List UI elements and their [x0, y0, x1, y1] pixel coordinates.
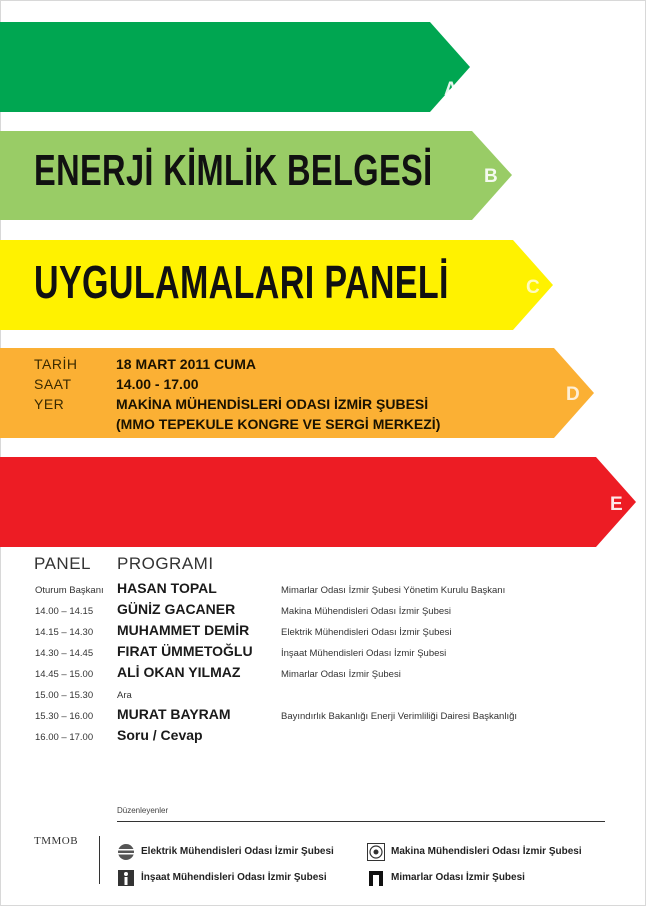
row-time: 15.30 – 16.00	[35, 711, 94, 722]
tmmob-logo-text: TMMOB	[34, 835, 79, 847]
row-speaker: GÜNİZ GACANER	[117, 601, 236, 617]
place-value-1: MAKİNA MÜHENDİSLERİ ODASI İZMİR ŞUBESİ	[116, 396, 429, 412]
organizer-mmo-label: Makina Mühendisleri Odası İzmir Şubesi	[391, 846, 582, 857]
organizer-emo-label: Elektrik Mühendisleri Odası İzmir Şubesi	[141, 846, 334, 857]
row-time: 15.00 – 15.30	[35, 690, 94, 701]
row-org: Elektrik Mühendisleri Odası İzmir Şubesi	[281, 627, 452, 638]
row-time: 14.30 – 14.45	[35, 648, 94, 659]
time-value: 14.00 - 17.00	[116, 376, 199, 392]
row-org: Makina Mühendisleri Odası İzmir Şubesi	[281, 606, 452, 617]
band-d-letter: D	[566, 384, 580, 405]
program-heading-left: PANEL	[34, 554, 91, 573]
row-speaker: MUHAMMET DEMİR	[117, 622, 250, 638]
row-speaker: HASAN TOPAL	[117, 580, 217, 596]
program-row	[0, 706, 646, 726]
row-speaker: FIRAT ÜMMETOĞLU	[117, 643, 253, 659]
band-c-letter: C	[526, 277, 540, 298]
emo-logo-icon	[117, 843, 135, 861]
place-label: YER	[34, 396, 65, 412]
organizers-divider	[117, 821, 605, 822]
row-speaker: Soru / Cevap	[117, 727, 203, 743]
band-e-shape	[0, 457, 636, 547]
mmo-logo-icon	[367, 843, 385, 861]
organizers-vertical-divider	[99, 836, 100, 884]
program-row	[0, 664, 646, 684]
row-break: Ara	[117, 690, 132, 701]
row-org: Mimarlar Odası İzmir Şubesi	[281, 669, 401, 680]
date-label: TARİH	[34, 356, 78, 372]
program-row	[0, 601, 646, 621]
program-heading-right: PROGRAMI	[117, 554, 214, 573]
program-row	[0, 580, 646, 600]
time-label: SAAT	[34, 376, 72, 392]
title-line-2: UYGULAMALARI PANELİ	[34, 256, 449, 308]
row-time: 14.45 – 15.00	[35, 669, 94, 680]
band-e	[0, 457, 636, 547]
row-time: 14.00 – 14.15	[35, 606, 94, 617]
band-a	[0, 22, 470, 112]
row-speaker: ALİ OKAN YILMAZ	[117, 664, 241, 680]
band-a-letter: A	[444, 79, 458, 100]
place-value-2: (MMO TEPEKULE KONGRE VE SERGİ MERKEZİ)	[116, 416, 441, 432]
program-row	[0, 727, 646, 747]
program-row	[0, 622, 646, 642]
row-speaker: MURAT BAYRAM	[117, 706, 231, 722]
organizer-imo-label: İnşaat Mühendisleri Odası İzmir Şubesi	[141, 872, 327, 883]
row-org: Mimarlar Odası İzmir Şubesi Yönetim Kurulu Başkanı	[281, 585, 506, 596]
band-e-letter: E	[610, 494, 623, 515]
title-line-1: ENERJİ KİMLİK BELGESİ	[34, 146, 433, 195]
date-value: 18 MART 2011 CUMA	[116, 356, 257, 372]
organizers-heading: Düzenleyenler	[117, 806, 169, 815]
row-org: Bayındırlık Bakanlığı Enerji Verimliliği Dairesi Başkanlığı	[281, 711, 518, 722]
imo-logo-icon	[117, 869, 135, 887]
row-org: İnşaat Mühendisleri Odası İzmir Şubesi	[281, 648, 447, 659]
band-a-shape	[0, 22, 470, 112]
row-time: 16.00 – 17.00	[35, 732, 94, 743]
band-b-letter: B	[484, 166, 498, 187]
program-row	[0, 685, 646, 705]
row-time: 14.15 – 14.30	[35, 627, 94, 638]
program-row	[0, 643, 646, 663]
mo-logo-icon	[367, 869, 385, 887]
organizer-mo-label: Mimarlar Odası İzmir Şubesi	[391, 872, 525, 883]
row-time: Oturum Başkanı	[35, 585, 104, 596]
